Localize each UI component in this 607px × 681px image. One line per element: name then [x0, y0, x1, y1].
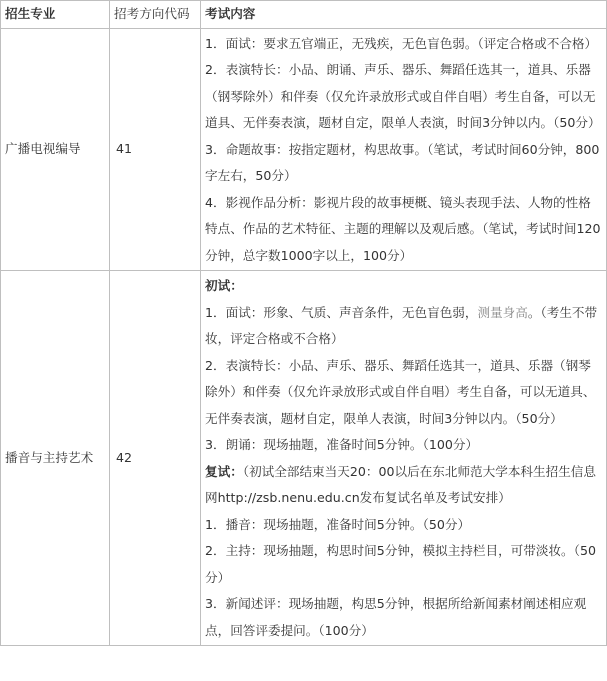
exam-item: 3．朗诵：现场抽题，准备时间5分钟。（100分）	[205, 437, 479, 452]
exam-item-text: 1．面试：形象、气质、声音条件，无色盲色弱，	[205, 304, 478, 320]
code-cell: 41	[110, 28, 201, 271]
table-row	[1, 271, 607, 646]
header-code: 招考方向代码	[110, 1, 201, 29]
header-major: 招生专业	[1, 1, 110, 29]
code-cell: 42	[110, 271, 201, 646]
exam-item-text-rest: 。（考生不带妆，评定合格或不合格）	[205, 304, 598, 346]
table-row	[1, 28, 607, 271]
content-cell	[201, 28, 607, 271]
exam-item	[205, 300, 602, 353]
retest-paragraph	[205, 459, 602, 512]
header-row	[1, 1, 607, 29]
retest-note: （初试全部结束当天20：00以后在东北师范大学本科生招生信息网http://zsb.nenu.edu.cn发布复试名单及考试安排）	[205, 463, 596, 505]
major-cell: 广播电视编导	[1, 28, 110, 271]
measure-height-note: 测量身高	[477, 304, 528, 320]
retest-label: 复试：	[205, 463, 243, 479]
exam-item: 3．新闻述评：现场抽题，构思5分钟，根据所给新闻素材阐述相应观点，回答评委提问。（100分）	[205, 596, 587, 638]
exam-item: 2．表演特长：小品、声乐、器乐、舞蹈任选其一，道具、乐器（钢琴除外）和伴奏（仅允许录放形式或自伴自唱）考生自备，可以无道具、无伴奏表演，题材自定，限单人表演，时间3分钟以内。（50分）	[205, 357, 596, 426]
exam-item: 1．面试：要求五官端正，无残疾，无色盲色弱。（评定合格或不合格）	[205, 35, 598, 51]
content-cell	[201, 271, 607, 646]
initial-exam-label: 初试：	[205, 278, 243, 293]
exam-item: 2．表演特长：小品、朗诵、声乐、器乐、舞蹈任选其一，道具、乐器（钢琴除外）和伴奏（仅允许录放形式或自伴自唱）考生自备，可以无道具、无伴奏表演，题材自定，限单人表演，时间3分钟以内。（50分）	[205, 62, 601, 130]
exam-item: 3．命题故事：按指定题材，构思故事。（笔试，考试时间60分钟，800字左右，50分）	[205, 141, 600, 183]
header-content: 考试内容	[201, 1, 607, 29]
exam-item: 4．影视作品分析：影视片段的故事梗概、镜头表现手法、人物的性格特点、作品的艺术特征、主题的理解以及观后感。（笔试，考试时间120分钟，总字数1000字以上，100分）	[205, 194, 601, 263]
major-cell: 播音与主持艺术	[1, 271, 110, 646]
exam-item: 2．主持：现场抽题，构思时间5分钟，模拟主持栏目，可带淡妆。（50分）	[205, 543, 596, 585]
exam-item: 1．播音：现场抽题，准备时间5分钟。（50分）	[205, 516, 471, 532]
